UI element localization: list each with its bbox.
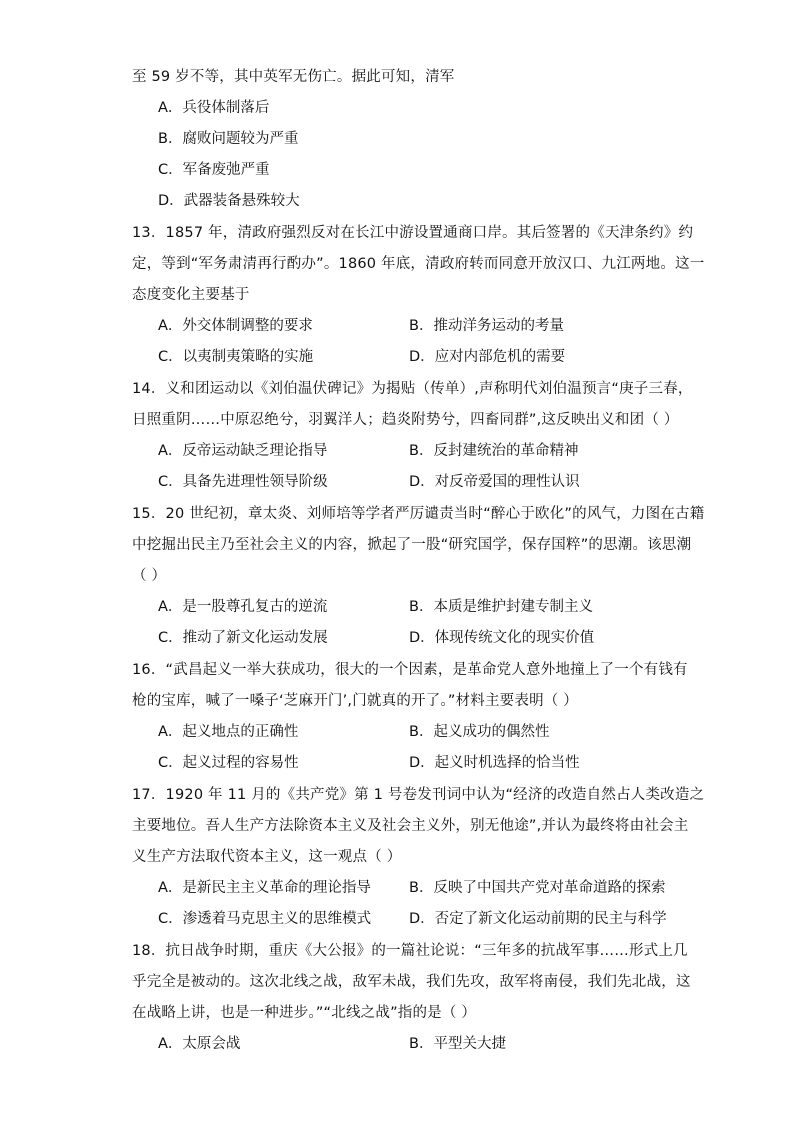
q18-option-b: B．平型关大捷 xyxy=(409,1036,506,1052)
q15-option-c: C．推动了新文化运动发展 xyxy=(158,630,328,646)
q12-option-d: D．武器装备悬殊较大 xyxy=(158,193,300,209)
q13-line-2: 定，等到“军务肃清再行酌办”。1860 年底，清政府转而同意开放汉口、九江两地。这一 xyxy=(132,256,705,272)
q18-option-a: A．太原会战 xyxy=(158,1036,241,1052)
q17-option-a: A．是新民主主义革命的理论指导 xyxy=(158,880,371,896)
q16-option-b: B．起义成功的偶然性 xyxy=(409,724,550,740)
q15-option-a: A．是一股尊孔复古的逆流 xyxy=(158,599,328,615)
q15-option-b: B．本质是维护封建专制主义 xyxy=(409,599,593,615)
q14-option-a: A．反帝运动缺乏理论指导 xyxy=(158,443,328,459)
q18-line-1: 18．抗日战争时期，重庆《大公报》的一篇社论说：“三年多的抗战军事……形式上几 xyxy=(132,943,688,959)
q13-line-1: 13．1857 年，清政府强烈反对在长江中游设置通商口岸。其后签署的《天津条约》约 xyxy=(132,225,694,241)
q16-line-1: 16．“武昌起义一举大获成功，很大的一个因素，是革命党人意外地撞上了一个有钱有 xyxy=(132,662,688,678)
q18-line-2: 乎完全是被动的。这次北线之战，敌军未战，我们先攻，敌军将南侵，我们先北战，这 xyxy=(132,974,691,990)
q18-line-3: 在战略上讲，也是一种进步。”“北线之战”指的是（ ） xyxy=(132,1005,477,1021)
q14-line-1: 14．义和团运动以《刘伯温伏碑记》为揭贴（传单）,声称明代刘伯温预言“庚子三春， xyxy=(132,381,693,397)
q12-option-c: C．军备废弛严重 xyxy=(158,162,270,178)
q13-line-3: 态度变化主要基于 xyxy=(132,287,250,303)
q17-line-1: 17．1920 年 11 月的《共产党》第 1 号卷发刊词中认为“经济的改造自然占人类改造之 xyxy=(132,787,705,803)
q17-option-b: B．反映了中国共产党对革命道路的探索 xyxy=(409,880,666,896)
q15-line-1: 15．20 世纪初，章太炎、刘师培等学者严厉谴责当时“醉心于欧化”的风气，力图在古籍 xyxy=(132,506,705,522)
q16-option-c: C．起义过程的容易性 xyxy=(158,755,299,771)
q17-option-d: D．否定了新文化运动前期的民主与科学 xyxy=(409,911,667,927)
q12-option-a: A．兵役体制落后 xyxy=(158,100,270,116)
q12-option-b: B．腐败问题较为严重 xyxy=(158,131,299,147)
q15-line-2: 中挖掘出民主乃至社会主义的内容，掀起了一股“研究国学，保存国粹”的思潮。该思潮 xyxy=(132,537,692,553)
q17-line-2: 主要地位。吾人生产方法除资本主义及社会主义外，别无他途”,并认为最终将由社会主 xyxy=(132,818,689,834)
q14-option-c: C．具备先进理性领导阶级 xyxy=(158,474,328,490)
q17-option-c: C．渗透着马克思主义的思维模式 xyxy=(158,911,372,927)
q14-option-b: B．反封建统治的革命精神 xyxy=(409,443,579,459)
q16-option-a: A．起义地点的正确性 xyxy=(158,724,299,740)
q13-option-a: A．外交体制调整的要求 xyxy=(158,318,313,334)
q15-option-d: D．体现传统文化的现实价值 xyxy=(409,630,595,646)
q14-line-2: 日照重阴……中原忍绝兮，羽翼洋人；趋炎附势兮，四畜同群”,这反映出义和团（ ） xyxy=(132,412,679,428)
q13-option-c: C．以夷制夷策略的实施 xyxy=(158,349,314,365)
q17-line-3: 义生产方法取代资本主义，这一观点（ ） xyxy=(132,849,402,865)
q14-option-d: D．对反帝爱国的理性认识 xyxy=(409,474,580,490)
q13-option-d: D．应对内部危机的需要 xyxy=(409,349,566,365)
q15-line-3: （ ） xyxy=(132,568,167,584)
intro-line: 至 59 岁不等，其中英军无伤亡。据此可知，清军 xyxy=(132,69,455,85)
q13-option-b: B．推动洋务运动的考量 xyxy=(409,318,564,334)
q16-option-d: D．起义时机选择的恰当性 xyxy=(409,755,580,771)
q16-line-2: 枪的宝库，喊了一嗓子‘芝麻开门’,门就真的开了。”材料主要表明（ ） xyxy=(132,693,578,709)
